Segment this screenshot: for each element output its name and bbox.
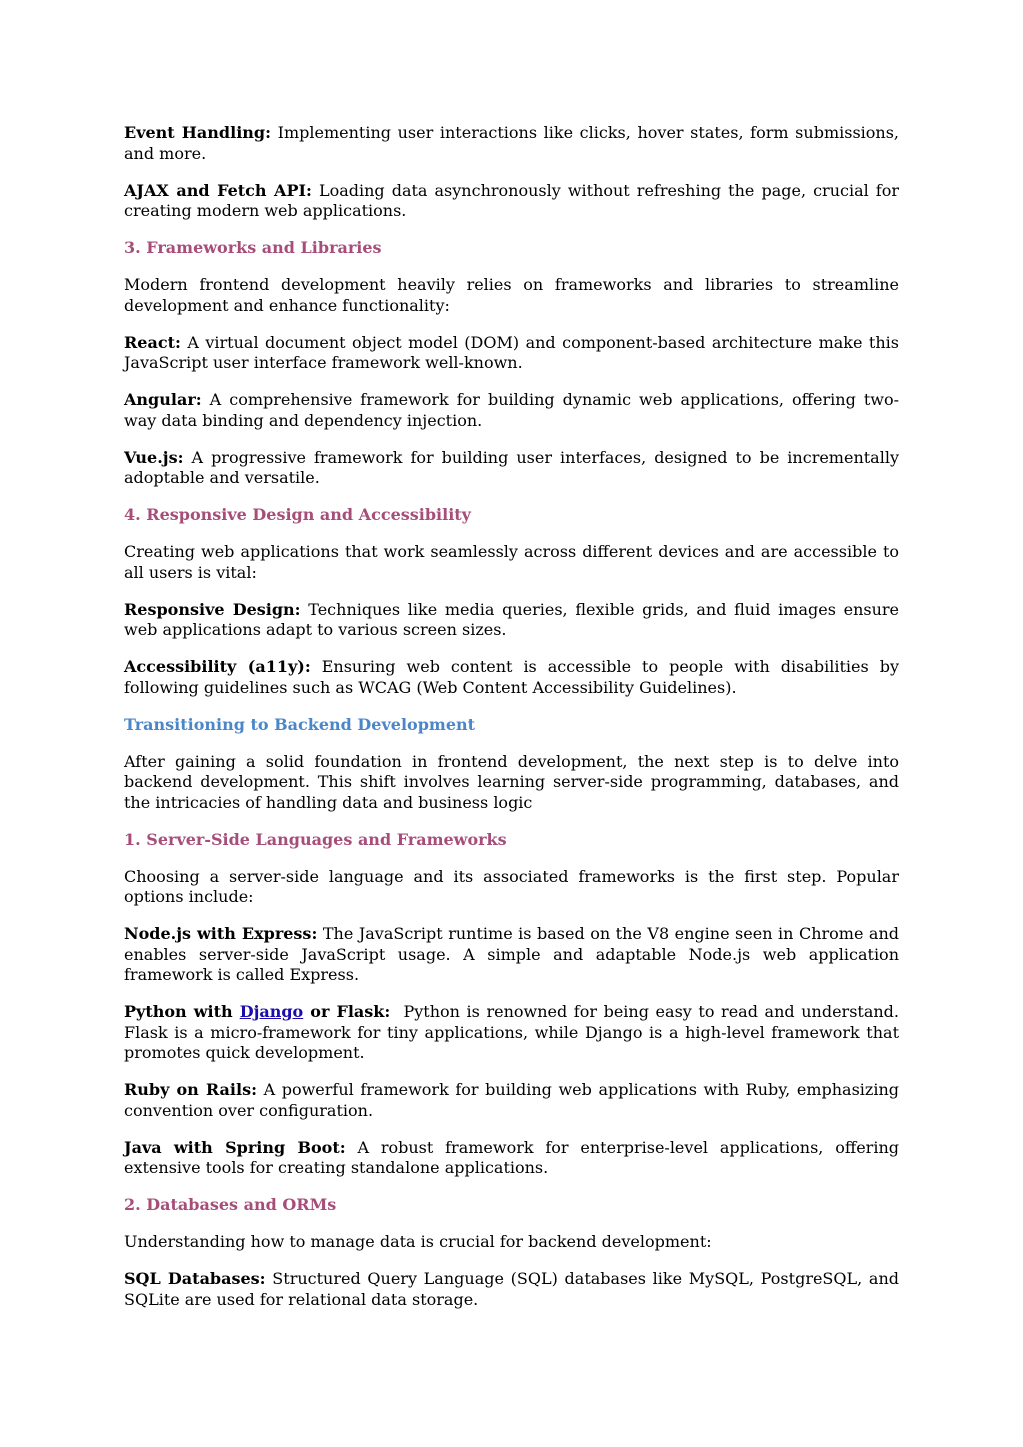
paragraph-responsive-intro: Creating web applications that work seamlessly across different devices and are accessible to all users is vital: [124,542,899,582]
text-react: A virtual document object model (DOM) and component-based architecture make this JavaScript user interface framework well-known. [124,332,899,372]
paragraph-frameworks-intro: Modern frontend development heavily relies on frameworks and libraries to streamline development and enhance functionality: [124,275,899,315]
paragraph-responsive-design [124,600,899,641]
term-react: React: [124,332,181,352]
text-angular: A comprehensive framework for building dynamic web applications, offering two-way data binding and dependency injection. [124,390,899,430]
term-ajax: AJAX and Fetch API: [124,180,312,200]
text-sql: Structured Query Language (SQL) databases like MySQL, PostgreSQL, and SQLite are used for relational data storage. [124,1269,900,1309]
paragraph-event-handling [124,123,899,164]
paragraph-node [124,924,899,986]
term-event-handling: Event Handling: [124,123,271,142]
text-node: The JavaScript runtime is based on the V8 engine seen in Chrome and enables server-side JavaScript usage. A simple and adaptable Node.js web application framework is called Express. [124,924,900,984]
term-accessibility: Accessibility (a11y): [124,657,311,676]
paragraph-react [124,333,899,374]
text-accessibility: Ensuring web content is accessible to people with disabilities by following guidelines such as WCAG (Web Content Accessibility Guidelines). [124,657,899,697]
heading-server-side: 1. Server-Side Languages and Frameworks [124,829,507,849]
term-sql: SQL Databases: [124,1269,266,1288]
paragraph-angular [124,390,899,431]
paragraph-vue [124,448,899,489]
term-java: Java with Spring Boot: [124,1137,346,1157]
term-python-prefix: Python with [124,1002,240,1021]
text-vue: A progressive framework for building user interfaces, designed to be incrementally adoptable and versatile. [124,447,899,487]
term-node: Node.js with Express: [124,924,318,943]
term-ruby: Ruby on Rails: [124,1080,257,1099]
paragraph-databases-intro: Understanding how to manage data is crucial for backend development: [124,1232,712,1251]
paragraph-ajax [124,181,899,222]
document-body [124,123,905,1327]
text-python: Python is renowned for being easy to read and understand. Flask is a micro-framework for tiny applications, while Django is a high-level framework that promotes quick development. [124,1002,905,1062]
text-event-handling: Implementing user interactions like clicks, hover states, form submissions, and more. [124,123,900,163]
paragraph-java [124,1138,899,1179]
heading-databases: 2. Databases and ORMs [124,1195,337,1214]
paragraph-accessibility [124,657,899,698]
text-ajax: Loading data asynchronously without refreshing the page, crucial for creating modern web applications. [124,180,899,220]
term-vue: Vue.js: [124,447,184,467]
paragraph-ruby [124,1080,899,1121]
term-angular: Angular: [124,390,202,409]
paragraph-sql [124,1269,899,1310]
paragraph-backend-intro: After gaining a solid foundation in frontend development, the next step is to delve into backend development. This shift involves learning server-side programming, databases, and the intricacies of handling data and business logic [124,751,899,812]
paragraph-server-side-intro: Choosing a server-side language and its associated frameworks is the first step. Popular options include: [124,866,899,906]
text-ruby: A powerful framework for building web applications with Ruby, emphasizing convention over configuration. [124,1080,899,1120]
heading-frameworks: 3. Frameworks and Libraries [124,238,382,257]
heading-responsive: 4. Responsive Design and Accessibility [124,505,471,524]
paragraph-python [124,1002,905,1064]
django-link[interactable]: Django [239,1002,304,1021]
text-responsive-design: Techniques like media queries, flexible grids, and fluid images ensure web applications adapt to various screen sizes. [124,599,900,639]
term-responsive-design: Responsive Design: [124,599,301,619]
term-python-suffix: or Flask: [303,1002,391,1021]
text-java: A robust framework for enterprise-level applications, offering extensive tools for creating standalone applications. [124,1137,899,1177]
heading-backend: Transitioning to Backend Development [124,714,476,734]
